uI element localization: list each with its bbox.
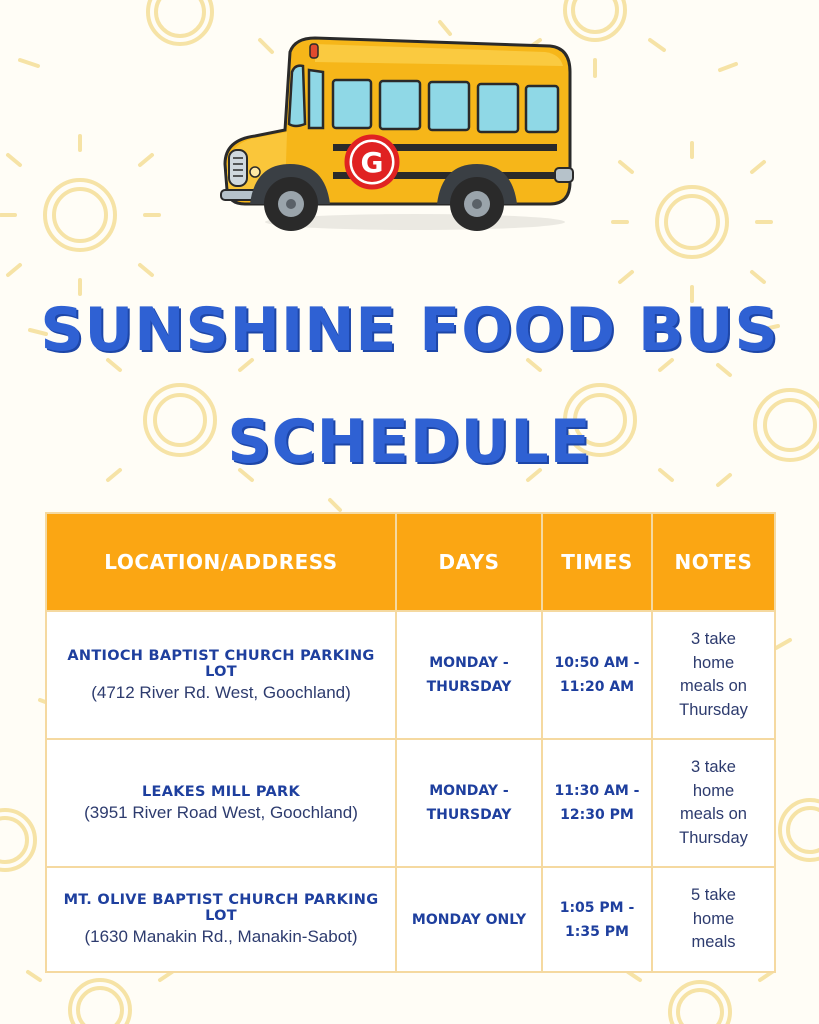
sun-doodle-icon: [780, 800, 819, 860]
header-notes: NOTES: [652, 513, 775, 611]
times-line: 1:35 PM: [565, 923, 629, 940]
title-line-2: SCHEDULE: [227, 407, 592, 477]
times-line: 1:05 PM -: [559, 899, 635, 916]
bus-logo-letter: G: [360, 146, 384, 179]
location-name: MT. OLIVE BAPTIST CHURCH PARKING LOT: [63, 892, 379, 924]
notes-line: home: [692, 653, 735, 672]
location-address: (1630 Manakin Rd., Manakin-Sabot): [84, 927, 358, 946]
notes-line: 3 take: [691, 630, 736, 648]
header-location: LOCATION/ADDRESS: [46, 513, 396, 611]
notes-line: meals on: [680, 805, 747, 823]
sun-doodle-icon: [628, 972, 772, 1024]
location-address: (4712 River Rd. West, Goochland): [91, 682, 351, 702]
times-line: 11:20 AM: [559, 679, 635, 695]
days-line: THURSDAY: [426, 679, 512, 695]
days-cell: [396, 611, 542, 739]
days-line: THURSDAY: [426, 807, 512, 823]
location-cell: [46, 611, 396, 739]
times-cell: [542, 867, 652, 972]
notes-line: home: [692, 781, 735, 800]
notes-line: Thursday: [679, 700, 748, 719]
school-bus-illustration: [215, 32, 580, 237]
header-times: TIMES: [542, 513, 652, 611]
sun-doodle-icon: [148, 0, 212, 44]
notes-line: 5 take: [691, 886, 736, 905]
notes-cell: [652, 611, 775, 739]
notes-cell: [652, 867, 775, 972]
notes-line: home: [692, 909, 735, 928]
days-line: MONDAY ONLY: [411, 911, 527, 928]
times-line: 11:30 AM -: [554, 783, 640, 799]
days-line: MONDAY -: [429, 783, 509, 799]
location-address: (3951 River Road West, Goochland): [84, 802, 358, 822]
days-cell: [396, 867, 542, 972]
notes-line: meals: [691, 933, 736, 952]
times-line: 12:30 PM: [560, 807, 634, 823]
header-days: DAYS: [396, 513, 542, 611]
sun-doodle-icon: [28, 972, 172, 1024]
notes-line: 3 take: [691, 758, 736, 776]
days-line: MONDAY -: [429, 655, 509, 671]
sun-doodle-icon: [0, 810, 35, 870]
times-cell: [542, 739, 652, 867]
notes-cell: [652, 739, 775, 867]
table-row: [46, 867, 775, 972]
times-line: 10:50 AM -: [554, 655, 640, 671]
days-cell: [396, 739, 542, 867]
table-row: [46, 739, 775, 867]
title-line-1: SUNSHINE FOOD BUS: [40, 295, 779, 365]
location-name: ANTIOCH BAPTIST CHURCH PARKING LOT: [67, 647, 375, 680]
notes-line: Thursday: [679, 828, 748, 847]
sun-doodle-icon: [613, 143, 771, 301]
location-cell: [46, 739, 396, 867]
table-header-row: [46, 513, 775, 611]
bus-logo: [347, 137, 397, 187]
location-name: LEAKES MILL PARK: [141, 783, 301, 800]
times-cell: [542, 611, 652, 739]
notes-line: meals on: [680, 677, 747, 695]
location-cell: [46, 867, 396, 972]
schedule-table: [45, 512, 776, 973]
table-row: [46, 611, 775, 739]
sun-doodle-icon: [1, 136, 159, 294]
